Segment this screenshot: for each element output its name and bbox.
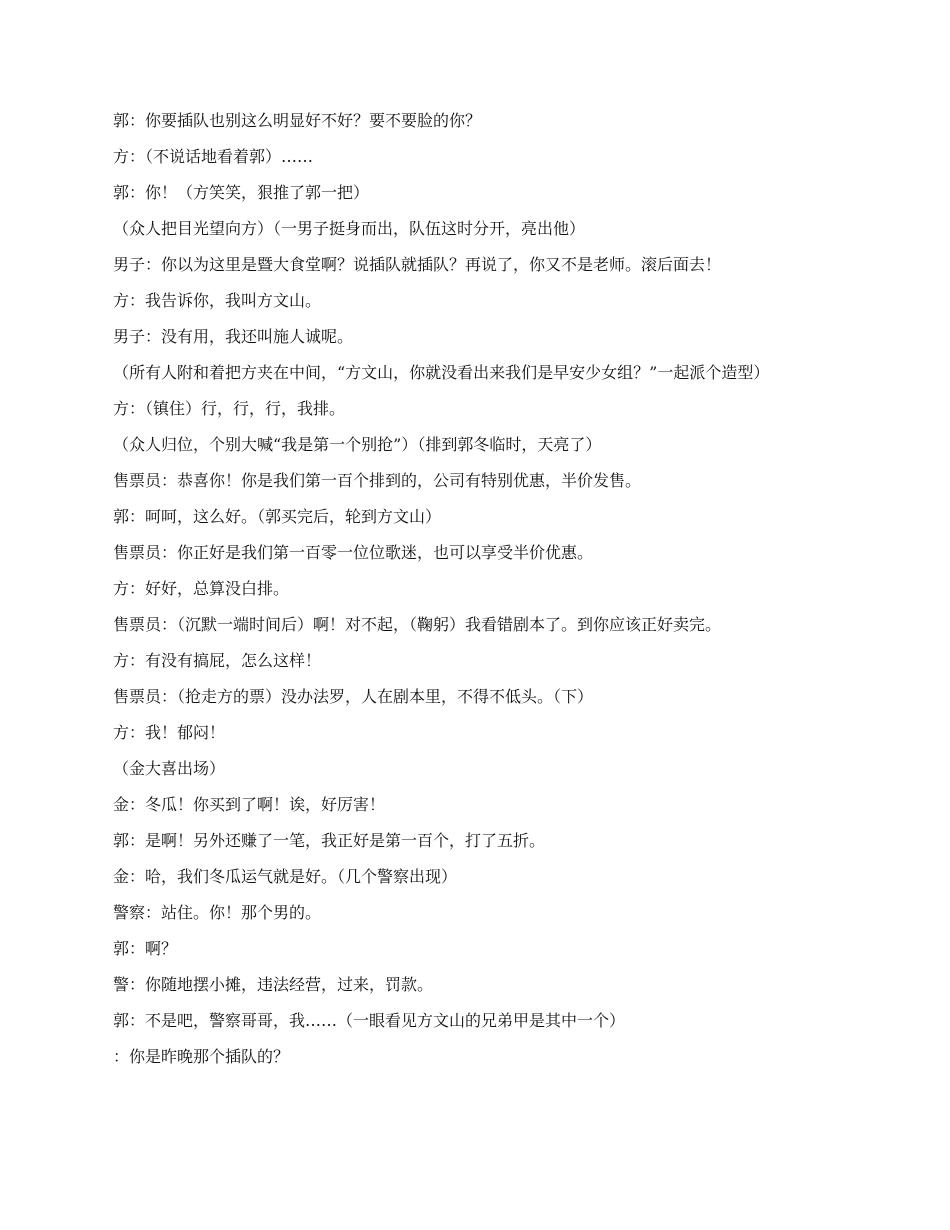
stage-direction: （所有人附和着把方夹在中间，“方文山，你就没看出来我们是早安少女组？”一起派个造型） [113, 363, 770, 382]
stage-direction: （众人把目光望向方）（一男子挺身而出，队伍这时分开，亮出他） [113, 219, 586, 238]
dialogue-line: 郭：呵呵，这么好。（郭买完后，轮到方文山） [113, 507, 442, 526]
dialogue-line: 郭：你！（方笑笑，狠推了郭一把） [113, 183, 370, 202]
dialogue-line: 郭：啊？ [113, 939, 178, 958]
script-body [113, 111, 843, 1083]
dialogue-line: 郭：不是吧，警察哥哥，我……（一眼看见方文山的兄弟甲是其中一个） [113, 1011, 626, 1030]
dialogue-line: 郭：你要插队也别这么明显好不好？要不要脸的你？ [113, 111, 482, 130]
dialogue-line: 售票员：（抢走方的票）没办法罗，人在剧本里，不得不低头。（下） [113, 687, 594, 706]
stage-direction: （金大喜出场） [113, 759, 226, 778]
dialogue-line: 金：哈，我们冬瓜运气就是好。（几个警察出现） [113, 867, 458, 886]
dialogue-line: ：你是昨晚那个插队的？ [113, 1047, 290, 1066]
stage-direction: （众人归位，个别大喊“我是第一个别抢”）（排到郭冬临时，天亮了） [113, 435, 602, 454]
dialogue-line: 警察：站住。你！那个男的。 [113, 903, 322, 922]
dialogue-line: 售票员：你正好是我们第一百零一位位歌迷，也可以享受半价优惠。 [113, 543, 594, 562]
dialogue-line: 方：我告诉你，我叫方文山。 [113, 291, 322, 310]
dialogue-line: 方：（不说话地看着郭）…… [113, 147, 314, 166]
dialogue-line: 方：好好，总算没白排。 [113, 579, 290, 598]
dialogue-line: 男子：没有用，我还叫施人诚呢。 [113, 327, 354, 346]
dialogue-line: 方：有没有搞屁，怎么这样！ [113, 651, 322, 670]
dialogue-line: 郭：是啊！另外还赚了一笔，我正好是第一百个，打了五折。 [113, 831, 546, 850]
dialogue-line: 警：你随地摆小摊，违法经营，过来，罚款。 [113, 975, 434, 994]
dialogue-line: 售票员：（沉默一端时间后）啊！对不起，（鞠躬）我看错剧本了。到你应该正好卖完。 [113, 615, 722, 634]
dialogue-line: 方：我！郁闷！ [113, 723, 226, 742]
dialogue-line: 男子：你以为这里是暨大食堂啊？说插队就插队？再说了，你又不是老师。滚后面去！ [113, 255, 722, 274]
dialogue-line: 金：冬瓜！你买到了啊！诶，好厉害！ [113, 795, 386, 814]
dialogue-line: 售票员：恭喜你！你是我们第一百个排到的，公司有特别优惠，半价发售。 [113, 471, 642, 490]
dialogue-line: 方：（镇住）行，行，行，我排。 [113, 399, 346, 418]
